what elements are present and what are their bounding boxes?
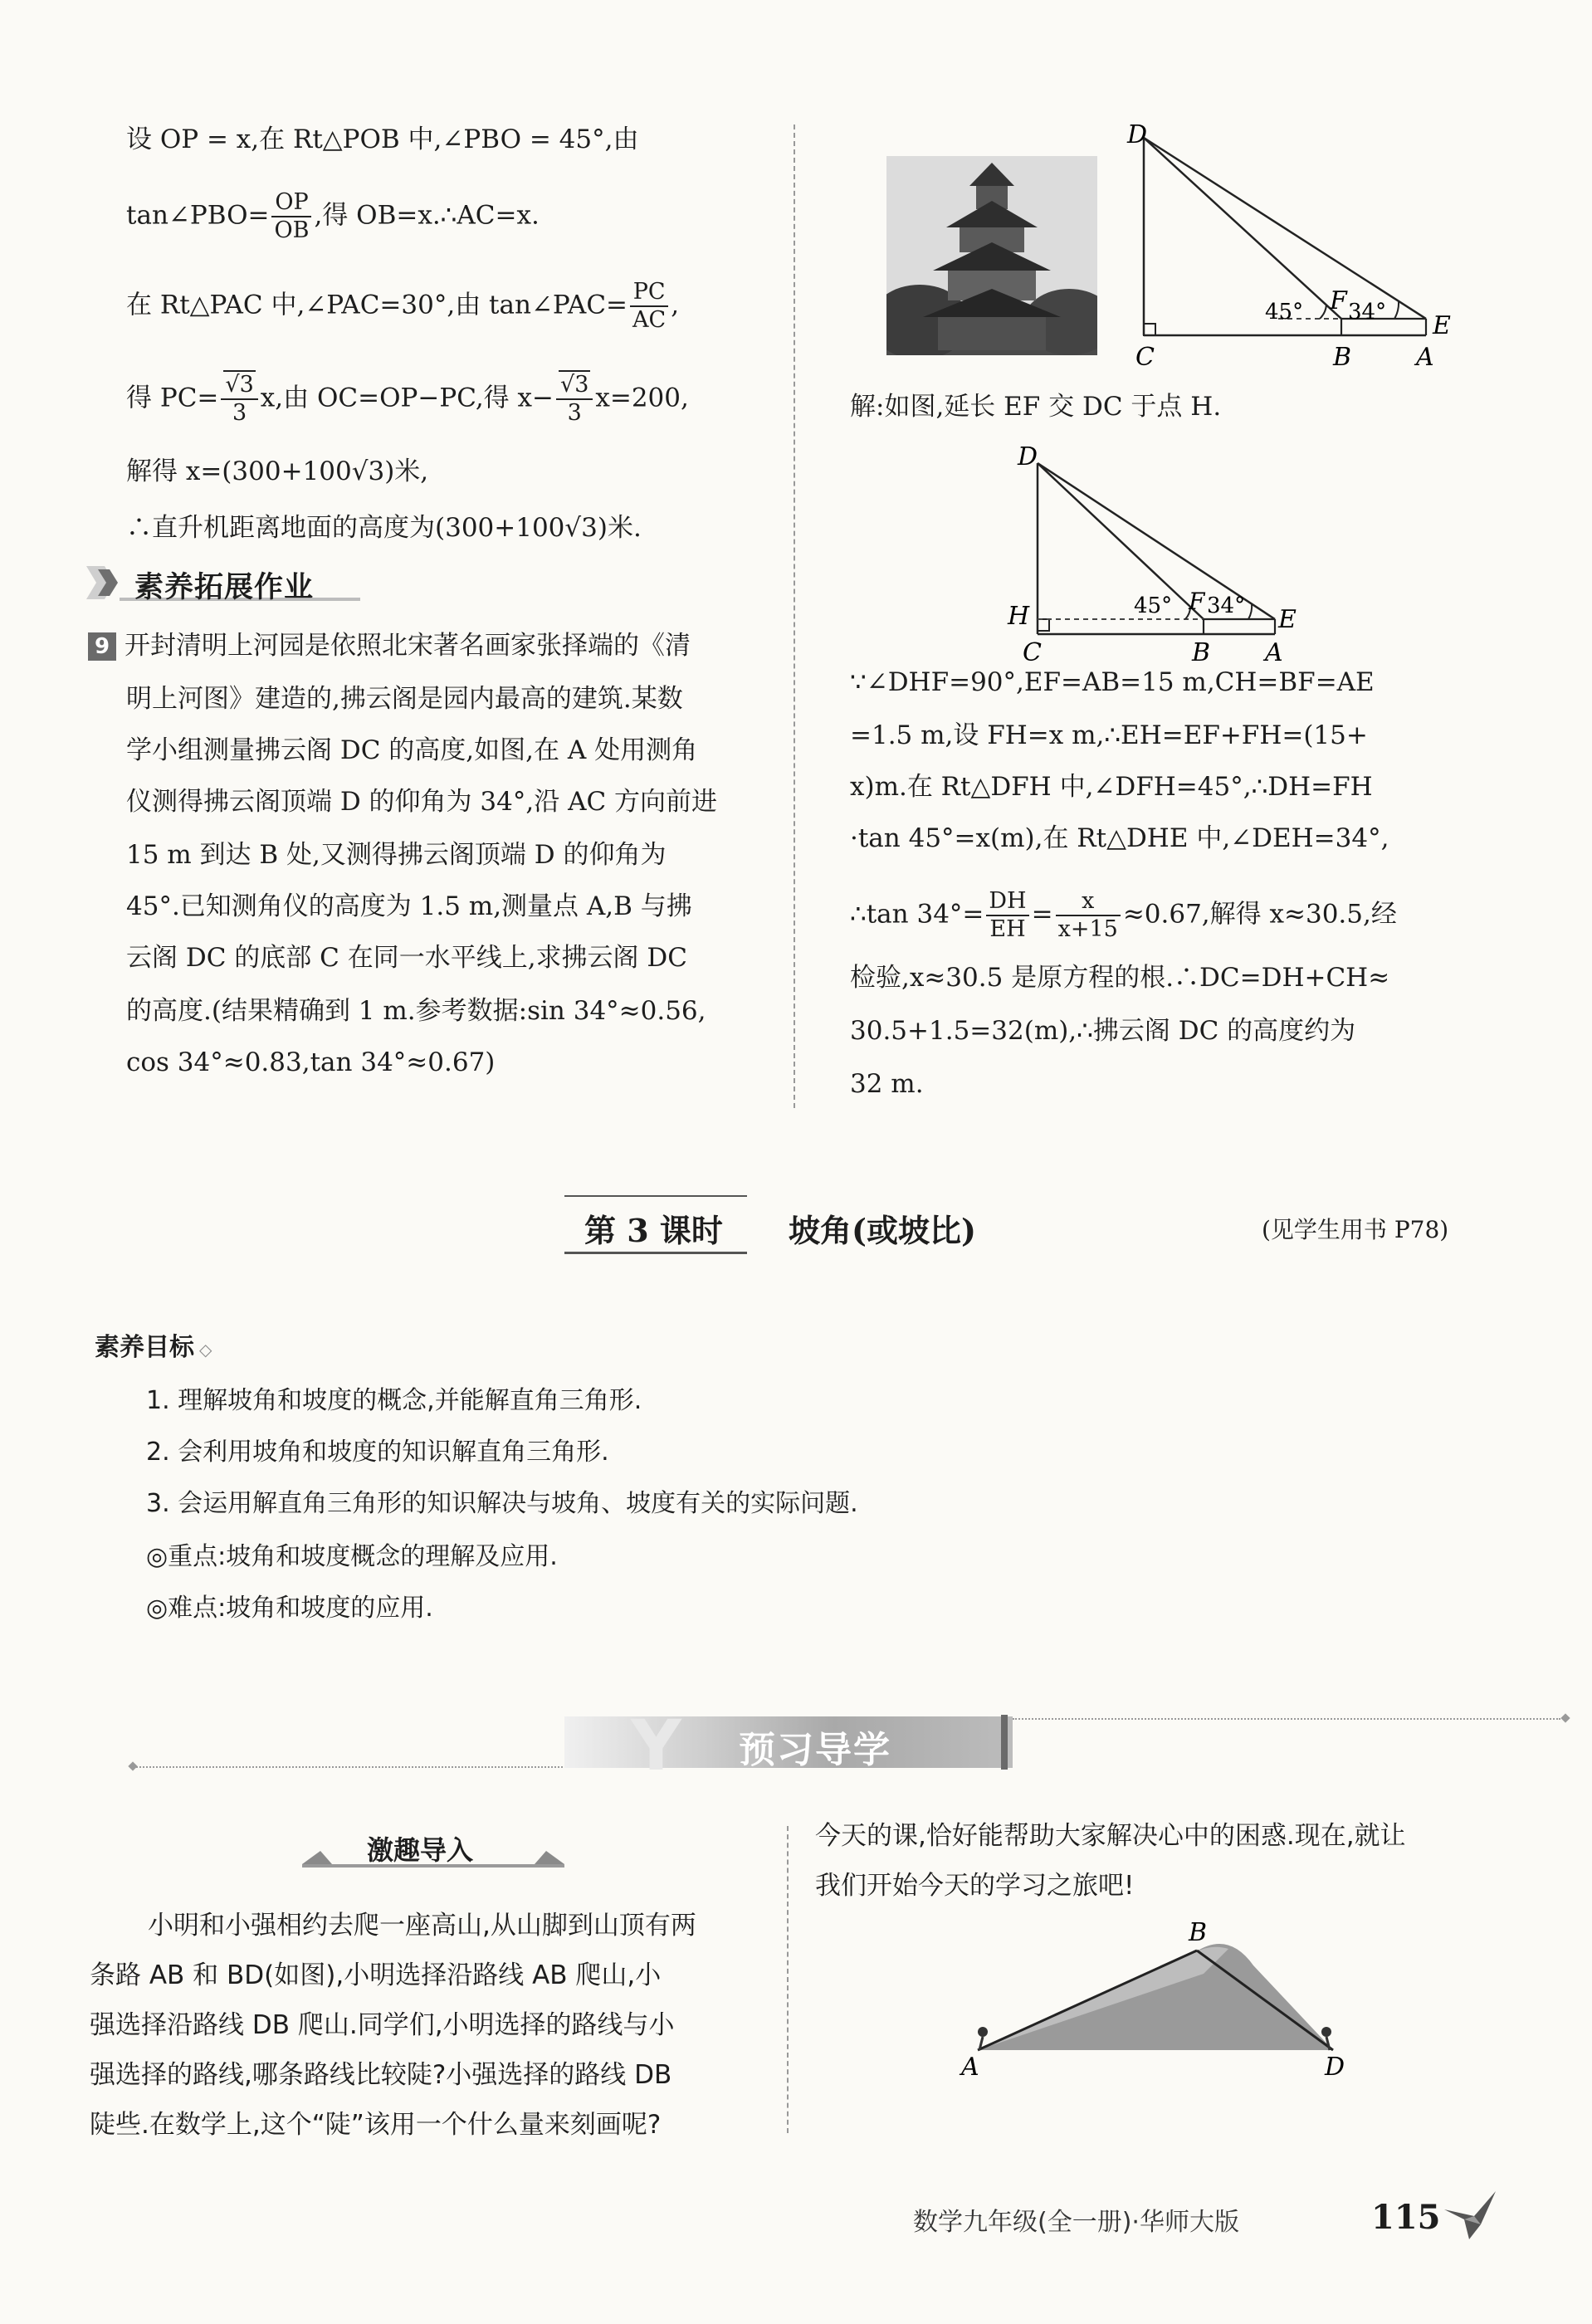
problem-line-4: 仪测得拂云阁顶端 D 的仰角为 34°,沿 AC 方向前进 bbox=[126, 787, 718, 817]
banner-end-bar bbox=[1001, 1715, 1008, 1770]
label-F: F bbox=[1330, 286, 1347, 315]
fraction-dh-eh: $\frac{DH}{EH}$ bbox=[986, 888, 1028, 943]
solution-intro: 解:如图,延长 EF 交 DC 于点 H. bbox=[850, 392, 1222, 422]
section-banner bbox=[86, 561, 360, 604]
mountain-label-D: D bbox=[1325, 2053, 1345, 2082]
lesson-header bbox=[564, 1195, 1046, 1255]
mountain-figure bbox=[955, 1916, 1353, 2082]
solution-line-6: ∴直升机距离地面的高度为(300+100√3)米. bbox=[126, 513, 642, 543]
pagoda-photo bbox=[886, 156, 1097, 355]
label-angle-34-2: 34° bbox=[1207, 593, 1246, 618]
intro-line-5: 陡些.在数学上,这个“陡”该用一个什么量来刻画呢? bbox=[90, 2110, 662, 2140]
lesson-title: 坡角(或坡比) bbox=[789, 1212, 976, 1249]
label-B-2: B bbox=[1192, 638, 1211, 667]
lesson-bottom-rule bbox=[564, 1252, 747, 1254]
goal-difficult-point: ◎难点:坡角和坡度的应用. bbox=[146, 1594, 433, 1623]
intro-line-2: 条路 AB 和 BD(如图),小明选择沿路线 AB 爬山,小 bbox=[90, 1960, 662, 1990]
sub-banner-title: 激趣导入 bbox=[367, 1834, 474, 1866]
solution-line-4: 得 PC= $\frac{√3}{3}$ x,由 OC=OP−PC,得 x− $\frac{√3}{3}$ x=200, bbox=[126, 372, 689, 426]
footer-book-title: 数学九年级(全一册)·华师大版 bbox=[913, 2208, 1239, 2237]
problem-line-9: cos 34°≈0.83,tan 34°≈0.67) bbox=[126, 1047, 496, 1077]
banner-title: 素养拓展作业 bbox=[134, 571, 315, 604]
right-solution-equation: ∴tan 34°= $\frac{DH}{EH}$ = $\frac{x}{x+15}$ ≈0.67,解得 x≈30.5,经 bbox=[850, 888, 1397, 942]
label-angle-34: 34° bbox=[1348, 300, 1387, 325]
label-E-2: E bbox=[1278, 605, 1297, 634]
fraction-op-ob: $\frac{OP}{OB}$ bbox=[271, 189, 311, 244]
sub-banner bbox=[302, 1826, 564, 1872]
solution-line-3: 在 Rt△PAC 中,∠PAC=30°,由 tan∠PAC= $\frac{PC}{AC}$ , bbox=[126, 279, 680, 333]
page-number: 115 bbox=[1371, 2198, 1441, 2237]
problem-line-7: 云阁 DC 的底部 C 在同一水平线上,求拂云阁 DC bbox=[126, 943, 687, 973]
intro-right-line-2: 我们开始今天的学习之旅吧! bbox=[815, 1871, 1135, 1901]
origami-bird-icon bbox=[1444, 2191, 1497, 2241]
problem-number-badge: 9 bbox=[88, 632, 116, 661]
banner-dot-right bbox=[1560, 1713, 1570, 1722]
fraction-sqrt3-3-b: $\frac{√3}{3}$ bbox=[556, 372, 593, 427]
label-A: A bbox=[1416, 343, 1434, 372]
banner-letter-y: Y bbox=[631, 1705, 681, 1786]
goal-item-2: 2. 会利用坡角和坡度的知识解直角三角形. bbox=[146, 1438, 609, 1467]
goal-item-3: 3. 会运用解直角三角形的知识解决与坡角、坡度有关的实际问题. bbox=[146, 1489, 858, 1518]
lesson-top-rule bbox=[564, 1195, 747, 1197]
mountain-label-B: B bbox=[1189, 1918, 1208, 1947]
problem-line-5: 15 m 到达 B 处,又测得拂云阁顶端 D 的仰角为 bbox=[126, 840, 667, 870]
right-solution-line-6: 30.5+1.5=32(m),∴拂云阁 DC 的高度约为 bbox=[850, 1016, 1356, 1046]
banner-rule-right bbox=[1013, 1718, 1560, 1720]
problem-line-1: 开封清明上河园是依照北宋著名画家张择端的《清 bbox=[125, 631, 691, 661]
lesson-label: 第 3 课时 bbox=[584, 1212, 723, 1249]
intro-line-4: 强选择的路线,哪条路线比较陡?小强选择的路线 DB bbox=[90, 2060, 672, 2090]
solution-line-2: tan∠PBO= $\frac{OP}{OB}$ ,得 OB=x.∴AC=x. bbox=[126, 189, 540, 243]
label-D: D bbox=[1127, 123, 1148, 149]
right-solution-line-2: =1.5 m,设 FH=x m,∴EH=EF+FH=(15+ bbox=[850, 720, 1368, 750]
problem-line-2: 明上河图》建造的,拂云阁是园内最高的建筑.某数 bbox=[126, 684, 683, 714]
solution-line-5: 解得 x=(300+100√3)米, bbox=[126, 456, 429, 486]
column-divider-top bbox=[794, 124, 795, 1108]
geometry-figure-2 bbox=[1001, 435, 1333, 667]
column-divider-bottom bbox=[787, 1826, 789, 2133]
intro-line-3: 强选择沿路线 DB 爬山.同学们,小明选择的路线与小 bbox=[90, 2010, 675, 2040]
label-B: B bbox=[1333, 343, 1352, 372]
preview-banner-title: 预习导学 bbox=[739, 1729, 891, 1771]
solution-line-1: 设 OP = x,在 Rt△POB 中,∠PBO = 45°,由 bbox=[126, 124, 639, 154]
label-C: C bbox=[1135, 343, 1155, 372]
geometry-figure-1 bbox=[1112, 123, 1461, 380]
label-angle-45: 45° bbox=[1265, 300, 1304, 325]
lesson-reference: (见学生用书 P78) bbox=[1262, 1216, 1449, 1243]
label-angle-45-2: 45° bbox=[1134, 593, 1173, 618]
label-D-2: D bbox=[1018, 442, 1038, 471]
problem-line-3: 学小组测量拂云阁 DC 的高度,如图,在 A 处用测角 bbox=[126, 735, 698, 765]
fraction-sqrt3-3: $\frac{√3}{3}$ bbox=[221, 372, 257, 427]
diamond-icon: ◇ bbox=[199, 1340, 212, 1360]
fraction-pc-ac: $\frac{PC}{AC}$ bbox=[630, 279, 668, 334]
intro-line-1: 小明和小强相约去爬一座高山,从山脚到山顶有两 bbox=[148, 1911, 696, 1941]
problem-line-6: 45°.已知测角仪的高度为 1.5 m,测量点 A,B 与拂 bbox=[126, 891, 692, 921]
intro-right-line-1: 今天的课,恰好能帮助大家解决心中的困惑.现在,就让 bbox=[815, 1821, 1406, 1851]
right-solution-line-5: 检验,x≈30.5 是原方程的根.∴DC=DH+CH≈ bbox=[850, 963, 1390, 993]
goal-item-1: 1. 理解坡角和坡度的概念,并能解直角三角形. bbox=[146, 1386, 642, 1415]
label-F-2: F bbox=[1189, 588, 1205, 615]
mountain-label-A: A bbox=[961, 2053, 979, 2082]
right-solution-line-1: ∵∠DHF=90°,EF=AB=15 m,CH=BF=AE bbox=[850, 667, 1375, 697]
right-solution-line-3: x)m.在 Rt△DFH 中,∠DFH=45°,∴DH=FH bbox=[850, 772, 1373, 802]
fraction-x-x15: $\frac{x}{x+15}$ bbox=[1056, 888, 1121, 943]
label-E: E bbox=[1433, 311, 1451, 340]
right-solution-line-4: ·tan 45°=x(m),在 Rt△DHE 中,∠DEH=34°, bbox=[850, 823, 1389, 853]
label-H: H bbox=[1008, 602, 1030, 631]
label-A-2: A bbox=[1265, 638, 1283, 667]
label-C-2: C bbox=[1023, 638, 1042, 667]
goal-key-point: ◎重点:坡角和坡度概念的理解及应用. bbox=[146, 1542, 558, 1571]
right-solution-line-7: 32 m. bbox=[850, 1069, 924, 1099]
goals-heading: 素养目标 ◇ bbox=[95, 1333, 212, 1362]
preview-banner bbox=[125, 1700, 1453, 1786]
problem-line-8: 的高度.(结果精确到 1 m.参考数据:sin 34°≈0.56, bbox=[126, 996, 706, 1026]
banner-dot-left bbox=[128, 1761, 137, 1770]
